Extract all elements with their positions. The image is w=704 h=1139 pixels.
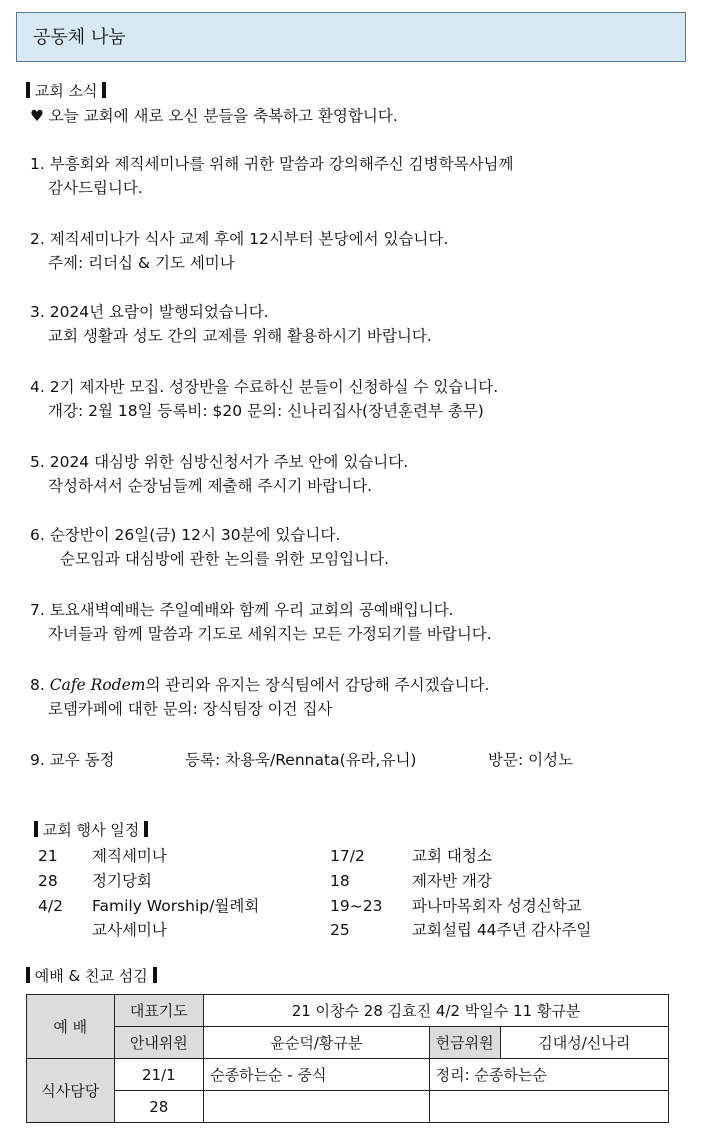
event-date: 17/2 xyxy=(330,847,365,865)
prayer-value: 21 이창수 28 김효진 4/2 박일수 11 황규분 xyxy=(204,995,669,1027)
prayer-label: 대표기도 xyxy=(114,995,204,1027)
table-row xyxy=(27,1027,669,1059)
service-section-title: 예배 & 친교 섬김 xyxy=(26,966,157,986)
title-bar-right xyxy=(102,82,106,98)
table-row xyxy=(27,1059,669,1091)
event-name: 정기당회 xyxy=(92,872,152,890)
offering-label: 헌금위원 xyxy=(429,1027,500,1059)
table-row xyxy=(27,1091,669,1123)
event-date: 18 xyxy=(330,872,350,890)
event-date: 19~23 xyxy=(330,897,383,915)
cafe-rodem-text: Cafe Rodem xyxy=(49,676,146,694)
welcome-line: ♥ 오늘 교회에 새로 오신 분들을 축복하고 환영합니다. xyxy=(30,107,398,125)
news-section-title: 교회 소식 xyxy=(26,81,106,101)
service-table xyxy=(26,994,669,1123)
meal-task xyxy=(204,1091,430,1123)
event-name: 교회설립 44주년 감사주일 xyxy=(412,921,592,939)
page-title: 공동체 나눔 xyxy=(33,27,126,48)
event-name: 교사세미나 xyxy=(92,921,167,939)
title-bar-left xyxy=(26,82,30,98)
event-name: 제직세미나 xyxy=(92,847,167,865)
table-row xyxy=(27,995,669,1027)
event-name: Family Worship/월례회 xyxy=(92,897,260,915)
meal-task xyxy=(429,1091,668,1123)
event-date: 4/2 xyxy=(38,897,63,915)
meal-task: 순종하는순 - 중식 xyxy=(204,1059,430,1091)
meal-date: 28 xyxy=(114,1091,204,1123)
event-date: 28 xyxy=(38,872,58,890)
page-header xyxy=(16,12,686,62)
events-section-title: 교회 행사 일정 xyxy=(34,820,148,840)
event-name: 파나마목회자 성경신학교 xyxy=(412,897,582,915)
usher-label: 안내위원 xyxy=(114,1027,204,1059)
offering-value: 김대성/신나리 xyxy=(500,1027,668,1059)
worship-label: 예 배 xyxy=(27,995,115,1059)
meal-task: 정리: 순종하는순 xyxy=(429,1059,668,1091)
event-name: 교회 대청소 xyxy=(412,847,492,865)
event-date: 25 xyxy=(330,921,350,939)
meal-label: 식사담당 xyxy=(27,1059,115,1123)
meal-date: 21/1 xyxy=(114,1059,204,1091)
event-name: 제자반 개강 xyxy=(412,872,492,890)
event-date: 21 xyxy=(38,847,58,865)
usher-value: 윤순덕/황규분 xyxy=(204,1027,430,1059)
